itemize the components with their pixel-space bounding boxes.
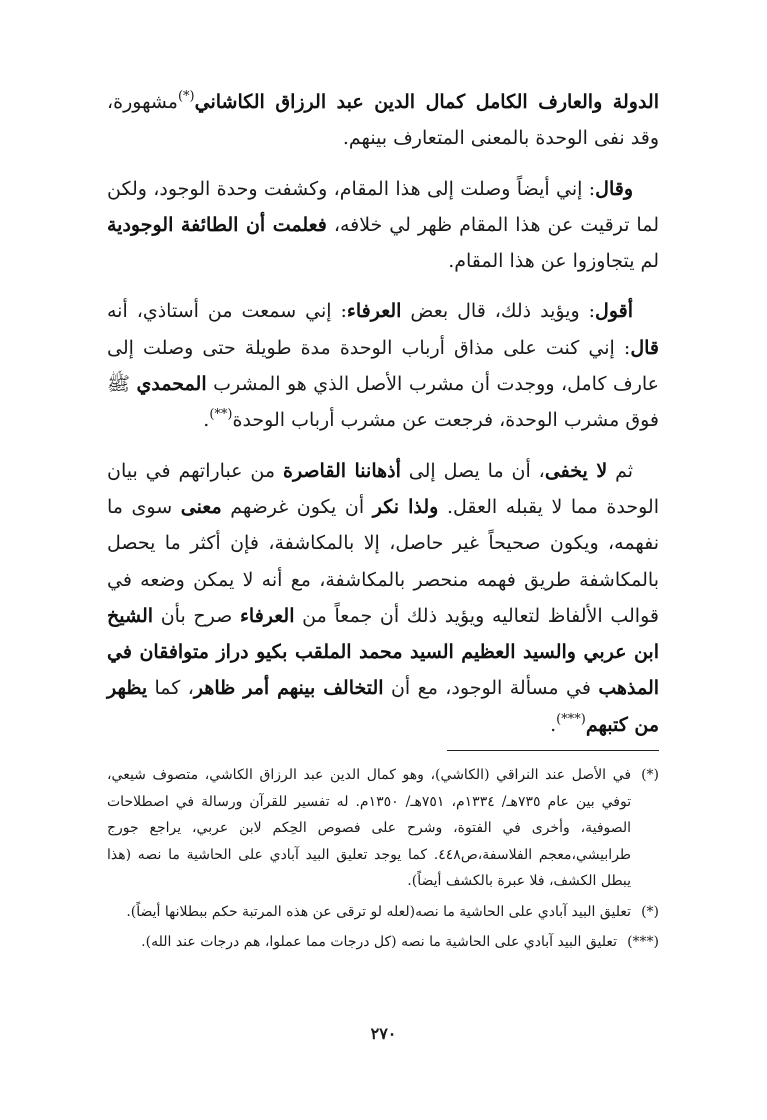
footnote [107,899,659,926]
footnote-text: تعليق البيد آبادي على الحاشية ما نصه (كل درجات مما عملوا، هم درجات عند الله). [141,934,618,950]
page-number: ٢٧٠ [370,1024,397,1043]
body-text: مشهورة، وقد نفى الوحدة بالمعنى المتعارف بينهم. [107,91,659,150]
body-text: : إني أيضاً وصلت إلى هذا المقام، وكشفت وحدة الوجود، ولكن لما ترقيت عن هذا المقام ظهر لي خلافه، [107,177,659,236]
bold-text: العرفاء [239,604,295,627]
body-text: سوى ما نفهمه، ويكون صحيحاً غير حاصل، إلا بالمكاشفة، فإن أكثر ما يحصل بالمكاشفة طريق فهمه منحصر بالمكاشفة، مع أنه لا يمكن وضعه في قوالب الألفاظ لتعاليه ويؤيد ذلك أن جمعاً من [107,495,659,627]
main-text [107,84,659,757]
footnote-ref[interactable]: (*) [177,89,195,104]
body-text: أن يكون غرضهم [221,495,373,518]
paragraph-2 [107,171,659,280]
footnote [107,929,659,956]
body-text: من عباراتهم في بيان الوحدة مما لا يقبله العقل. [107,459,659,518]
footnote-ref[interactable]: (**) [209,407,233,423]
bold-text: فعلمت أن الطائفة الوجودية [107,213,327,236]
bold-text: وقال [595,177,633,200]
footnote-ref[interactable]: (***) [556,711,586,727]
footnotes [107,762,659,960]
body-text: . [550,713,557,736]
footnote-mark: (*) [641,903,659,920]
paragraph-3 [107,293,659,438]
bold-text: لا يخفى [544,459,608,482]
body-text: : إني سمعت من أستاذي، أنه [107,300,347,323]
paragraph-4 [107,453,659,743]
footnote-mark: (***) [627,934,659,950]
body-text: ﷺ فوق مشرب الوحدة، فرجعت عن مشرب أرباب الوحدة [107,373,659,432]
bold-text: معنى [180,495,222,518]
bold-text: الشيخ ابن عربي والسيد العظيم السيد محمد الملقب بكيو دراز متوافقان في المذهب [107,604,660,700]
bold-text: قال [630,336,659,359]
footnote-separator [447,750,659,751]
footnote-text: في الأصل عند النراقي (الكاشي)، وهو كمال الدين عبد الرزاق الكاشي، متصوف شيعي، توفي بين عام ٧٣٥هـ/ ١٣٣٤م، ٧٥١هـ/ ١٣٥٠م. له تفسير للقرآن ورسالة في اصطلاحات الصوفية، وأخرى في الفتوة، وشرح على فصوص الحِكم لابن عربي، يراجع جورج طرابيشي،معجم الفلاسفة،ص٤٤٨. كما يوجد تعليق البيد آبادي على الحاشية ما نصه (هذا يبطل الكشف، فلا عبرة بالكشف أيضاً). [107,767,632,889]
bold-text: أذهاننا القاصرة [282,459,401,482]
body-text: : إني كنت على مذاق أرباب الوحدة مدة طويلة حتى وصلت إلى عارف كامل، ووجدت أن مشرب الأصل الذي هو المشرب [107,336,660,396]
body-text: ثم [607,459,633,482]
body-text: . [203,409,210,432]
paragraph-1 [107,84,659,157]
body-text: ، أن ما يصل إلى [400,459,545,482]
bold-text: أقول [595,300,633,323]
body-text: في مسألة الوجود، مع أن [383,677,599,700]
body-text: لم يتجاوزوا عن هذا المقام. [448,250,659,273]
bold-text: ولذا نكر [372,495,439,518]
body-text: ، كما [147,677,194,700]
footnote-text: تعليق البيد آبادي على الحاشية ما نصه(لعله لو ترقى عن هذه المرتبة حكم ببطلانها أيضاً). [126,903,632,920]
footnote-mark: (*) [641,767,659,783]
bold-text: الدولة والعارف الكامل كمال الدين عبد الرزاق الكاشاني [194,91,659,113]
footnote [107,762,659,895]
body-text: صرح بأن [153,604,240,627]
bold-text: العرفاء [346,300,402,323]
bold-text: يظهر من كتبهم [107,677,659,736]
body-text: : ويؤيد ذلك، قال بعض [401,300,596,323]
bold-text: المحمدي [136,373,207,396]
bold-text: التخالف بينهم أمر ظاهر [193,677,384,700]
